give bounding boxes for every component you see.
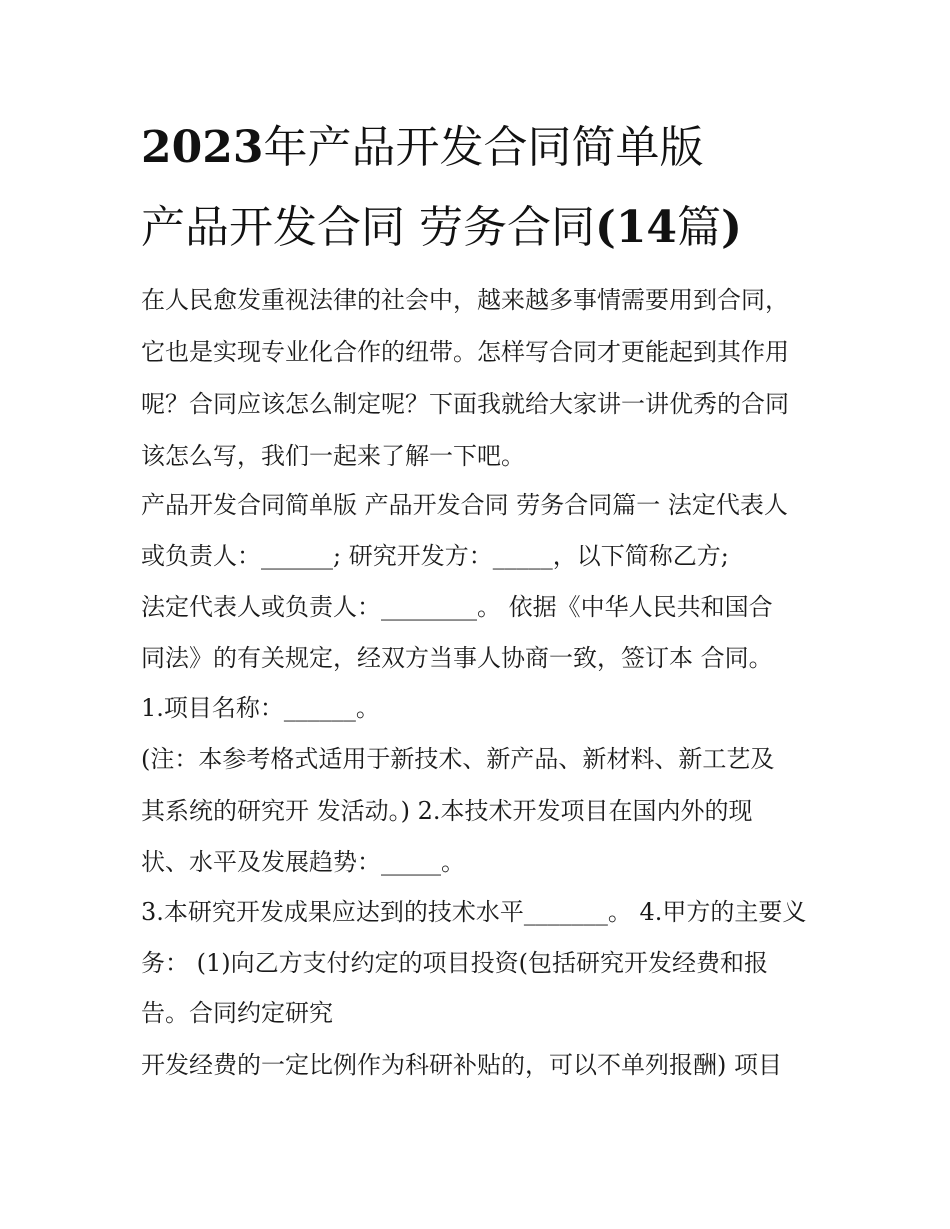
document-title-line-2: 产品开发合同 劳务合同(14篇) [141, 202, 742, 253]
body-line: (注：本参考格式适用于新技术、新产品、新材料、新工艺及 [141, 745, 775, 773]
body-line: 法定代表人或负责人：________。 依据《中华人民共和国合 [141, 593, 773, 621]
body-line: 在人民愈发重视法律的社会中，越来越多事情需要用到合同， [141, 286, 789, 314]
body-line: 同法》的有关规定，经双方当事人协商一致，签订本 合同。 [141, 644, 773, 672]
body-line: 告。合同约定研究 [141, 999, 333, 1027]
body-line: 开发经费的一定比例作为科研补贴的，可以不单列报酬) 项目 [141, 1051, 782, 1079]
body-line: 该怎么写，我们一起来了解一下吧。 [141, 442, 525, 470]
body-line: 务： (1)向乙方支付约定的项目投资(包括研究开发经费和报 [141, 949, 768, 977]
body-line: 产品开发合同简单版 产品开发合同 劳务合同篇一 法定代表人 [141, 491, 788, 519]
document-title-line-1: 2023年产品开发合同简单版 [141, 122, 704, 173]
body-line: 1.项目名称：______。 [141, 694, 380, 722]
body-line: 状、水平及发展趋势：_____。 [141, 848, 465, 876]
body-line: 或负责人：______; 研究开发方：_____，以下简称乙方; [141, 542, 729, 570]
body-line: 呢？合同应该怎么制定呢？下面我就给大家讲一讲优秀的合同 [141, 390, 789, 418]
body-line: 3.本研究开发成果应达到的技术水平_______。 4.甲方的主要义 [141, 898, 807, 926]
body-line: 它也是实现专业化合作的纽带。怎样写合同才更能起到其作用 [141, 338, 789, 366]
body-line: 其系统的研究开 发活动。) 2.本技术开发项目在国内外的现 [141, 797, 753, 825]
